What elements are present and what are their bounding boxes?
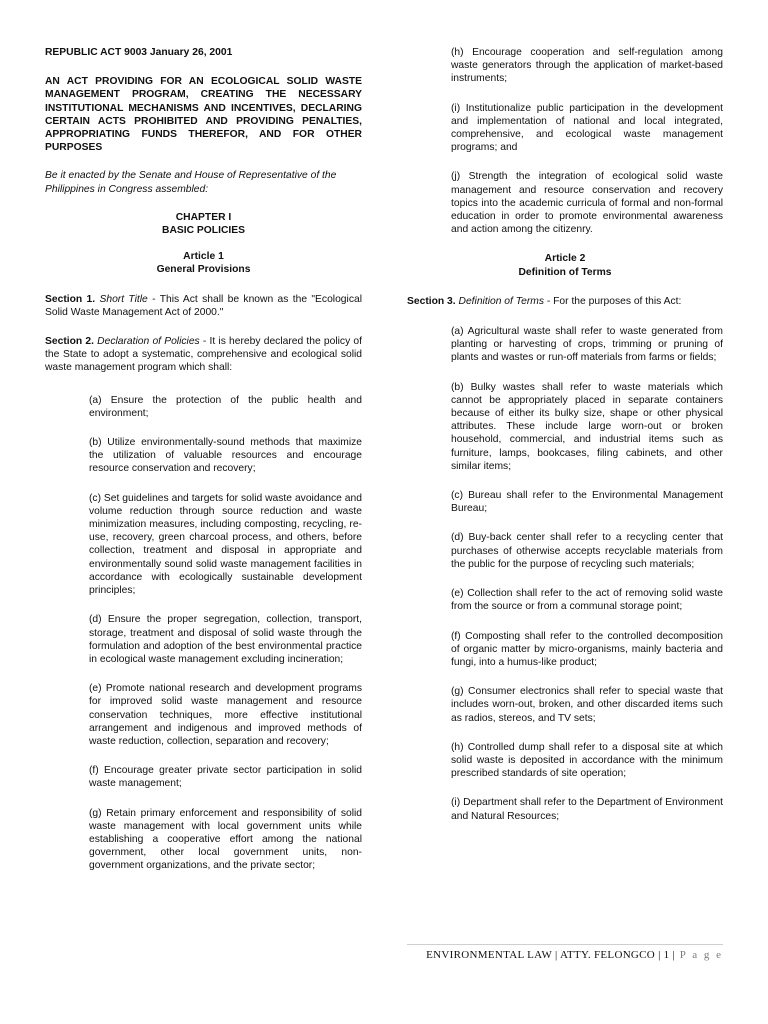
section-3-label: Section 3. [407, 295, 456, 307]
definition-item: (g) Consumer electronics shall refer to special waste that includes worn-out, broken, and other discarded items such as radios, stereos, and TV sets; [451, 686, 723, 724]
definition-item: (f) Composting shall refer to the controlled decomposition of organic matter by micro-organisms, mainly bacteria and fungi, into a humus-like product; [451, 630, 723, 668]
chapter-heading: CHAPTER I [175, 211, 232, 223]
left-column [45, 0, 362, 873]
definition-item: (i) Department shall refer to the Department of Environment and Natural Resources; [451, 797, 723, 822]
act-number-title: REPUBLIC ACT 9003 January 26, 2001 [45, 47, 233, 58]
policy-item: (b) Utilize environmentally-sound methods that maximize the utilization of valuable resources and encourage resource conservation and recovery; [89, 437, 362, 475]
policy-item: (g) Retain primary enforcement and responsibility of solid waste management with local government units while establishing a cooperative effort among the national government, other local government units, non- government organizations, and the private sector; [89, 807, 362, 872]
definition-item: (d) Buy-back center shall refer to a recycling center that purchases of otherwise accepts recyclable materials from the public for the purpose of recycling such materials; [451, 532, 723, 570]
right-column [407, 0, 723, 823]
article-title: General Provisions [156, 264, 251, 276]
policy-item: (e) Promote national research and development programs for improved solid waste management and resource conservation techniques, more effective institutional arrangement and indigenous and improved methods of waste reduction, collection, separation and recovery; [89, 683, 362, 747]
footer-divider [407, 944, 723, 945]
definition-item: (e) Collection shall refer to the act of removing solid waste from the source or from a communal storage point; [451, 588, 723, 613]
section-1-label: Section 1. [45, 293, 96, 305]
footer-page-word: P a g e [675, 949, 723, 961]
section-1-text: - This Act shall be known as the "Ecological Solid Waste Management Act of 2000." [45, 293, 362, 318]
section-3-term: Definition of Terms [458, 295, 544, 307]
enacting-clause: Be it enacted by the Senate and House of Representative of the Philippines in Congress assembled: [45, 170, 337, 195]
act-full-title: AN ACT PROVIDING FOR AN ECOLOGICAL SOLID WASTE MANAGEMENT PROGRAM, CREATING THE NECESSARY INSTITUTIONAL MECHANISMS AND INCENTIVES, DECLARING CERTAIN ACTS PROHIBITED AND PROVIDING PENALTIES, APPROPRIATING FUNDS THEREFOR, AND FOR OTHER PURPOSES [45, 76, 362, 154]
definition-item: (a) Agricultural waste shall refer to waste generated from planting or harvesting of crops, trimming or pruning of plants and wastes or run-off materials from farms or fields; [451, 326, 723, 364]
section-2-text: - It is hereby declared the policy of the State to adopt a systematic, comprehensive and ecological solid waste management program which shall: [45, 336, 362, 374]
policy-item: (f) Encourage greater private sector participation in solid waste management; [89, 765, 362, 790]
article-title: Definition of Terms [518, 266, 612, 278]
definition-item: (h) Controlled dump shall refer to a disposal site at which solid waste is deposited in accordance with the minimum prescribed standards of site operation; [451, 741, 723, 780]
section-3-text: - For the purposes of this Act: [543, 295, 682, 307]
policy-item: (j) Strength the integration of ecological solid waste management and resource conservation and recovery topics into the academic curricula of formal and non-formal education in order to promote environmental awareness and action among the citizenry. [451, 171, 723, 236]
policy-item: (a) Ensure the protection of the public health and environment; [89, 394, 362, 419]
article-heading: Article 2 [544, 253, 586, 265]
section-2-label: Section 2. [45, 336, 94, 348]
chapter-title: BASIC POLICIES [162, 225, 245, 237]
page-footer [426, 949, 723, 961]
section-3 [407, 295, 723, 308]
policy-item: (i) Institutionalize public participation in the development and implementation of national and local integrated, comprehensive, and ecological waste management programs; and [451, 102, 723, 154]
article-heading: Article 1 [183, 251, 224, 263]
section-2 [45, 335, 362, 375]
section-2-term: Declaration of Policies [97, 336, 200, 348]
policy-item: (h) Encourage cooperation and self-regulation among waste generators through the application of market-based instruments; [451, 47, 723, 85]
definition-item: (b) Bulky wastes shall refer to waste materials which cannot be appropriately placed in separate containers because of either its bulky size, shape or other physical attributes. These include large worn-out or broken household, commercial, and industrial items such as furniture, lamps, bookcases, filing cabinets, and other similar items; [451, 381, 723, 472]
section-1-term: Short Title [99, 293, 148, 305]
definition-item: (c) Bureau shall refer to the Environmental Management Bureau; [451, 490, 723, 515]
footer-text: ENVIRONMENTAL LAW | ATTY. FELONGCO | 1 | [426, 949, 676, 961]
policy-item: (d) Ensure the proper segregation, collection, transport, storage, treatment and disposal of solid waste through the formulation and adoption of the best environmental practice in ecological waste management excluding incineration; [89, 614, 362, 665]
policy-item: (c) Set guidelines and targets for solid waste avoidance and volume reduction through source reduction and waste minimization measures, including composting, recycling, re-use, recovery, green charcoal process, and others, before collection, treatment and disposal in appropriate and environmentally sound solid waste management facilities in accordance with ecologically sustainable development principles; [89, 492, 362, 597]
section-1 [45, 293, 362, 319]
